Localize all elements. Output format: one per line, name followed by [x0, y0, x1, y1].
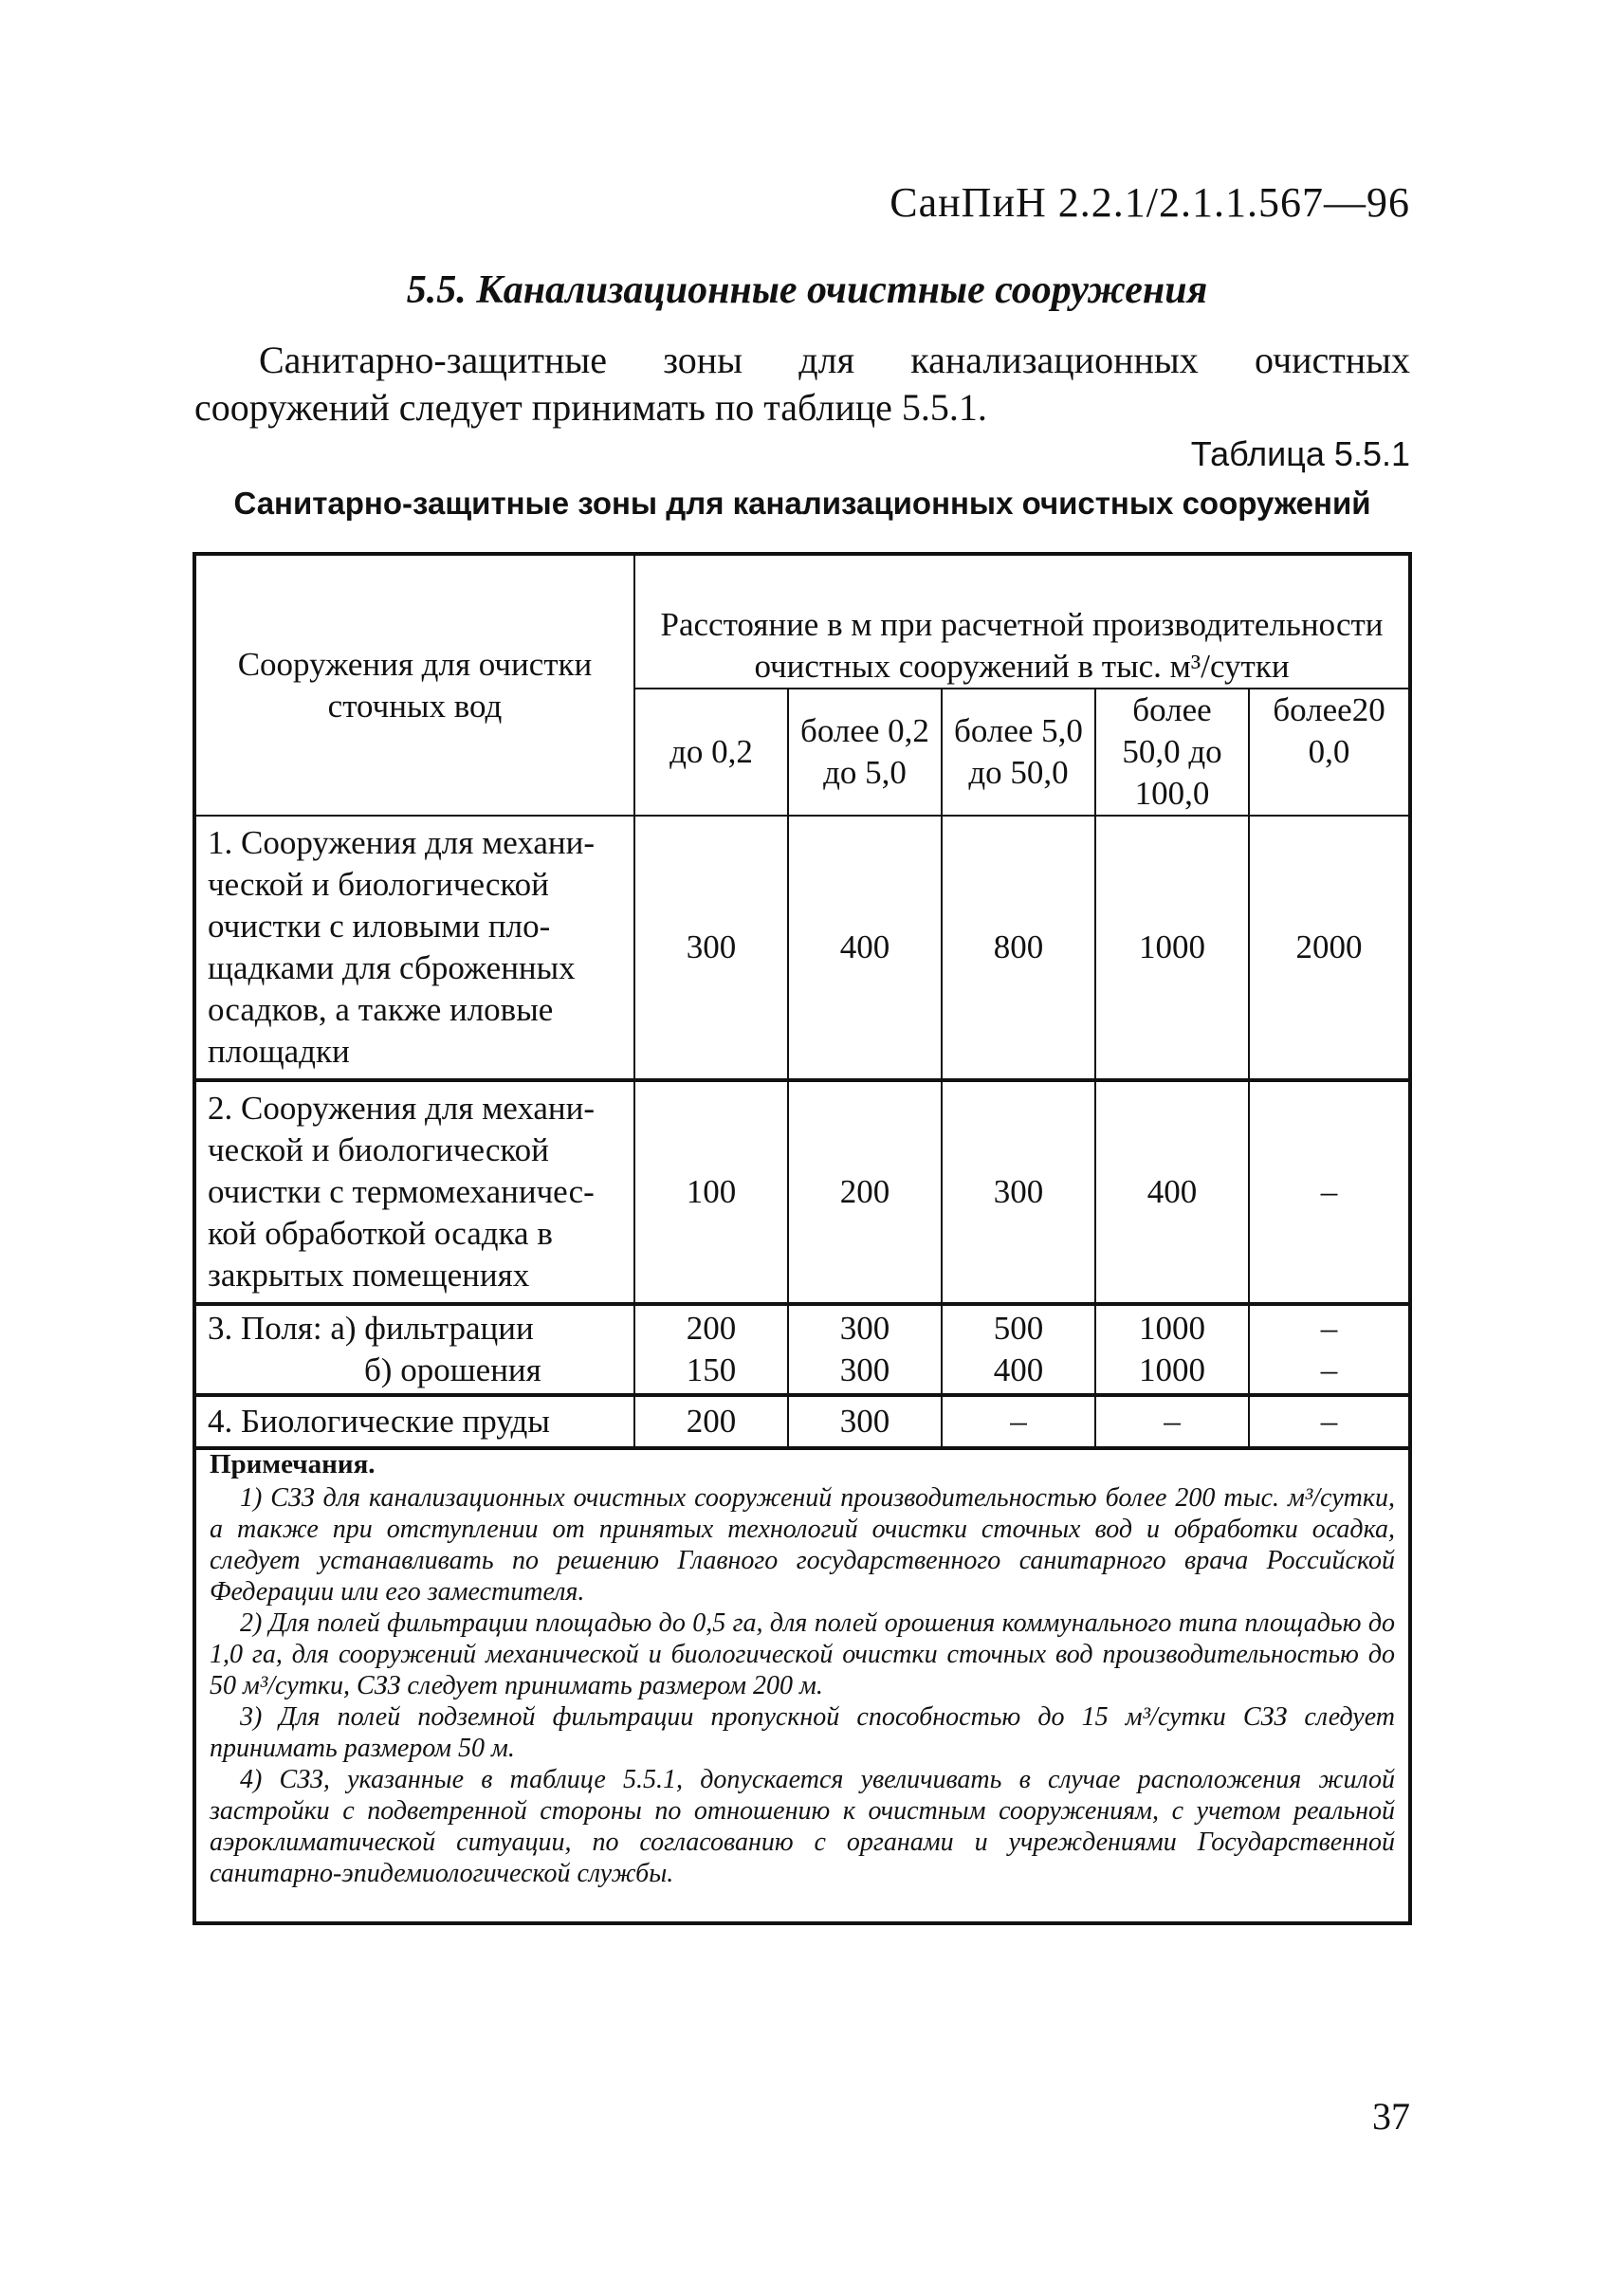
- table-cell: 100: [634, 1080, 788, 1304]
- table-cell: 300: [634, 816, 788, 1080]
- header-col-5: более20 0,0: [1249, 689, 1408, 816]
- table-cell: 1000: [1095, 816, 1249, 1080]
- table-cell: [634, 1304, 788, 1395]
- row-name: 2. Сооружения для механи-ческой и биологической очистки с термомеханичес-кой обработкой осадка в закрытых помещениях: [196, 1080, 634, 1304]
- header-structures: Сооружения для очистки сточных вод: [196, 556, 634, 816]
- doc-code: СанПиН 2.2.1/2.1.1.567—96: [890, 179, 1410, 226]
- table-cell: 200: [788, 1080, 942, 1304]
- header-col-1: до 0,2: [634, 689, 788, 816]
- cell-value: 200: [686, 1310, 737, 1347]
- table-row: [196, 1080, 1408, 1304]
- table-row: [196, 1304, 1408, 1395]
- table-number: Таблица 5.5.1: [1190, 434, 1410, 473]
- table-cell: –: [942, 1395, 1095, 1448]
- cell-value: 500: [993, 1310, 1044, 1347]
- row-name-line: б) орошения: [364, 1351, 541, 1388]
- header-col-4: более 50,0 до 100,0: [1095, 689, 1249, 816]
- table-cell: 400: [788, 816, 942, 1080]
- table-row: [196, 1395, 1408, 1448]
- cell-value: 300: [839, 1351, 890, 1388]
- header-col-2: более 0,2 до 5,0: [788, 689, 942, 816]
- cell-value: 400: [993, 1351, 1044, 1388]
- row-name: [196, 1304, 634, 1395]
- sanitary-zones-table: [196, 556, 1408, 1450]
- table-cell: 400: [1095, 1080, 1249, 1304]
- row-name: 1. Сооружения для механи-ческой и биологической очистки с иловыми пло-щадками для сброженных осадков, а также иловые площадки: [196, 816, 634, 1080]
- page-number: 37: [1372, 2095, 1410, 2138]
- table-cell: –: [1249, 1395, 1408, 1448]
- table-cell: [1095, 1304, 1249, 1395]
- table-cell: –: [1095, 1395, 1249, 1448]
- table-cell: [788, 1304, 942, 1395]
- row-name-line: 3. Поля: а) фильтрации: [208, 1310, 534, 1347]
- cell-value: 1000: [1139, 1310, 1205, 1347]
- notes-heading: Примечания.: [210, 1449, 376, 1479]
- table-title: Санитарно-защитные зоны для канализационных очистных сооружений: [233, 486, 1371, 521]
- table-header-row: [196, 556, 1408, 689]
- row-name: 4. Биологические пруды: [196, 1395, 634, 1448]
- note-item: 3) Для полей подземной фильтрации пропускной способностью до 15 м³/сутки СЗЗ следует принимать размером 50 м.: [210, 1702, 1395, 1763]
- cell-value: 1000: [1139, 1351, 1205, 1388]
- section-title: 5.5. Канализационные очистные сооружения: [406, 268, 1208, 312]
- header-col-3: более 5,0 до 50,0: [942, 689, 1095, 816]
- note-item: 4) СЗЗ, указанные в таблице 5.5.1, допускается увеличивать в случае расположения жилой застройки с подветренной стороны по отношению к очистным сооружениям, с учетом реальной аэроклиматической ситуации, по согласованию с органами и учреждениями Государственной санитарно-эпидемиологической службы.: [210, 1765, 1395, 1888]
- header-distance-group: Расстояние в м при расчетной производительности очистных сооружений в тыс. м³/сутки: [634, 556, 1408, 689]
- table-row: [196, 816, 1408, 1080]
- table-cell: 800: [942, 816, 1095, 1080]
- cell-value: 300: [839, 1310, 890, 1347]
- table-frame: [193, 552, 1412, 1925]
- table-cell: –: [1249, 1080, 1408, 1304]
- table-cell: [942, 1304, 1095, 1395]
- notes-block: [210, 1449, 1395, 1889]
- intro-paragraph: Санитарно-защитные зоны для канализационных очистных сооружений следует принимать по таблице 5.5.1.: [194, 339, 1410, 429]
- note-item: 2) Для полей фильтрации площадью до 0,5 га, для полей орошения коммунального типа площадью до 1,0 га, для сооружений механической и биологической очистки сточных вод производительностью до 50 м³/сутки, СЗЗ следует принимать размером 200 м.: [210, 1608, 1395, 1700]
- table-cell: 2000: [1249, 816, 1408, 1080]
- table-cell: 300: [788, 1395, 942, 1448]
- table-cell: 200: [634, 1395, 788, 1448]
- table-cell: 300: [942, 1080, 1095, 1304]
- table-cell: [1249, 1304, 1408, 1395]
- cell-value: 150: [686, 1351, 737, 1388]
- cell-value: –: [1320, 1310, 1338, 1347]
- cell-value: –: [1320, 1351, 1338, 1388]
- note-item: 1) СЗЗ для канализационных очистных сооружений производительностью более 200 тыс. м³/сутки, а также при отступлении от принятых технологий очистки сточных вод и обработки осадка, следует устанавливать по решению Главного государственного санитарного врача Российской Федерации или его заместителя.: [210, 1483, 1395, 1607]
